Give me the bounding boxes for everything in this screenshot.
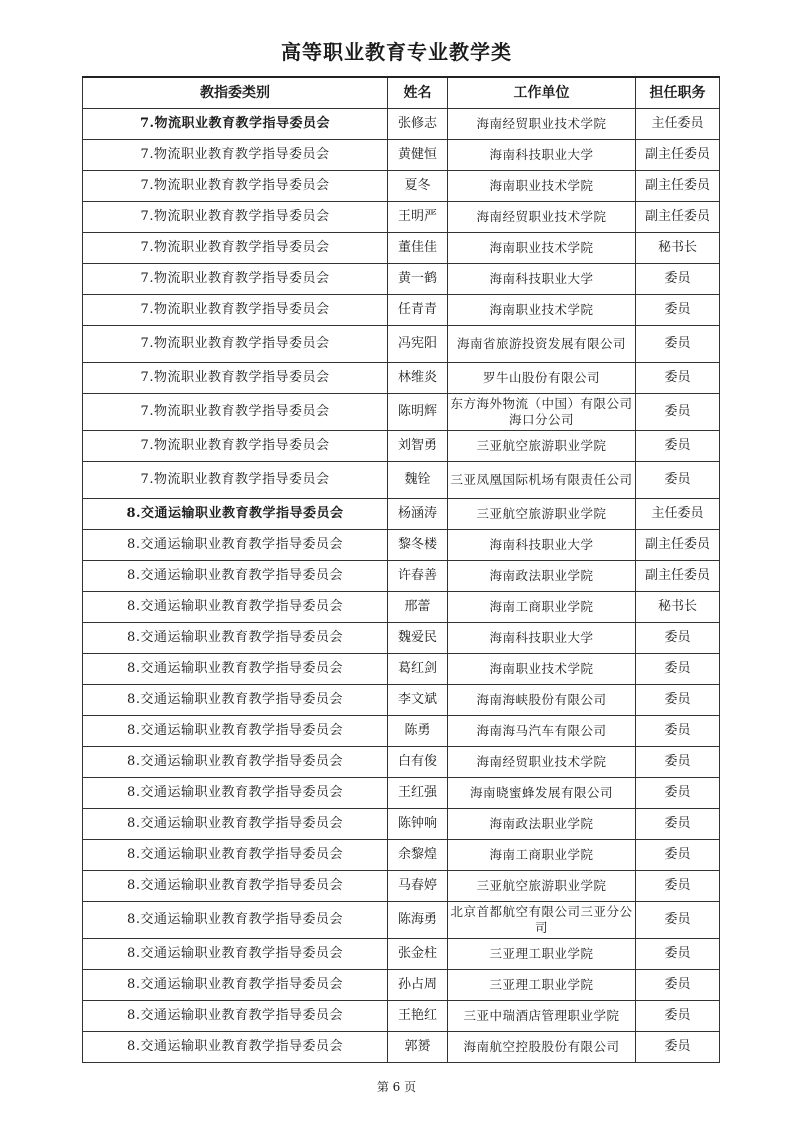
cell-name: 任青青 [388, 295, 448, 326]
table-row [83, 716, 720, 747]
cell-category: 7.物流职业教育教学指导委员会 [83, 233, 388, 264]
cell-category: 8.交通运输职业教育教学指导委员会 [83, 654, 388, 685]
cell-role: 委员 [636, 970, 720, 1001]
cell-unit: 海南工商职业学院 [448, 592, 636, 623]
cell-role: 委员 [636, 1032, 720, 1063]
cell-category: 8.交通运输职业教育教学指导委员会 [83, 809, 388, 840]
cell-role: 委员 [636, 326, 720, 363]
cell-unit: 海南科技职业大学 [448, 140, 636, 171]
table-row [83, 685, 720, 716]
page-number: 第 6 页 [376, 1080, 417, 1094]
table-row [83, 778, 720, 809]
cell-name: 余黎煌 [388, 840, 448, 871]
cell-category: 8.交通运输职业教育教学指导委员会 [83, 840, 388, 871]
cell-unit: 海南经贸职业技术学院 [448, 202, 636, 233]
table-row [83, 462, 720, 499]
cell-unit: 三亚中瑞酒店管理职业学院 [448, 1001, 636, 1032]
cell-unit: 三亚理工职业学院 [448, 970, 636, 1001]
table-body [83, 109, 720, 1063]
cell-unit: 海南政法职业学院 [448, 809, 636, 840]
cell-name: 王明严 [388, 202, 448, 233]
cell-role: 委员 [636, 1001, 720, 1032]
cell-role: 委员 [636, 939, 720, 970]
cell-role: 委员 [636, 264, 720, 295]
header-unit: 工作单位 [448, 77, 636, 109]
cell-unit: 三亚航空旅游职业学院 [448, 431, 636, 462]
cell-category: 7.物流职业教育教学指导委员会 [83, 140, 388, 171]
cell-category: 8.交通运输职业教育教学指导委员会 [83, 970, 388, 1001]
cell-unit: 海南科技职业大学 [448, 264, 636, 295]
cell-category: 8.交通运输职业教育教学指导委员会 [83, 871, 388, 902]
table-row [83, 363, 720, 394]
cell-role: 委员 [636, 654, 720, 685]
cell-category: 7.物流职业教育教学指导委员会 [83, 264, 388, 295]
table-row [83, 326, 720, 363]
cell-category: 7.物流职业教育教学指导委员会 [83, 326, 388, 363]
table-row [83, 654, 720, 685]
cell-role: 委员 [636, 902, 720, 939]
table-row [83, 747, 720, 778]
cell-name: 李文斌 [388, 685, 448, 716]
cell-unit: 海南经贸职业技术学院 [448, 109, 636, 140]
cell-name: 郭赟 [388, 1032, 448, 1063]
cell-category: 7.物流职业教育教学指导委员会 [83, 171, 388, 202]
cell-category: 8.交通运输职业教育教学指导委员会 [83, 902, 388, 939]
cell-unit: 海南海峡股份有限公司 [448, 685, 636, 716]
table-row [83, 561, 720, 592]
table-row [83, 295, 720, 326]
cell-role: 副主任委员 [636, 530, 720, 561]
page-title: 高等职业教育专业教学类 [281, 40, 512, 64]
cell-name: 林维炎 [388, 363, 448, 394]
cell-role: 秘书长 [636, 592, 720, 623]
cell-name: 白有俊 [388, 747, 448, 778]
cell-role: 委员 [636, 623, 720, 654]
cell-name: 张修志 [388, 109, 448, 140]
table-row [83, 809, 720, 840]
header-name: 姓名 [388, 77, 448, 109]
cell-role: 委员 [636, 431, 720, 462]
cell-unit: 海南海马汽车有限公司 [448, 716, 636, 747]
cell-category: 8.交通运输职业教育教学指导委员会 [83, 685, 388, 716]
cell-category: 7.物流职业教育教学指导委员会 [83, 394, 388, 431]
cell-name: 马春婷 [388, 871, 448, 902]
cell-role: 副主任委员 [636, 171, 720, 202]
cell-unit: 海南晓蜜蜂发展有限公司 [448, 778, 636, 809]
header-category: 教指委类别 [83, 77, 388, 109]
cell-name: 魏爱民 [388, 623, 448, 654]
table-row [83, 499, 720, 530]
table-row [83, 939, 720, 970]
cell-role: 委员 [636, 747, 720, 778]
table-row [83, 202, 720, 233]
table-row [83, 840, 720, 871]
cell-category: 8.交通运输职业教育教学指导委员会 [83, 561, 388, 592]
cell-name: 冯宪阳 [388, 326, 448, 363]
cell-unit: 海南科技职业大学 [448, 530, 636, 561]
table-row [83, 233, 720, 264]
cell-name: 陈海勇 [388, 902, 448, 939]
table-row [83, 394, 720, 431]
cell-category: 7.物流职业教育教学指导委员会 [83, 109, 388, 140]
table-row [83, 530, 720, 561]
table-row [83, 592, 720, 623]
cell-name: 刘智勇 [388, 431, 448, 462]
cell-category: 7.物流职业教育教学指导委员会 [83, 295, 388, 326]
cell-name: 夏冬 [388, 171, 448, 202]
table-row [83, 623, 720, 654]
cell-category: 8.交通运输职业教育教学指导委员会 [83, 716, 388, 747]
cell-unit: 海南职业技术学院 [448, 654, 636, 685]
table-row [83, 264, 720, 295]
cell-role: 委员 [636, 840, 720, 871]
cell-category: 8.交通运输职业教育教学指导委员会 [83, 530, 388, 561]
table-row [83, 171, 720, 202]
committee-member-table [82, 76, 720, 1063]
header-role: 担任职务 [636, 77, 720, 109]
cell-unit: 三亚航空旅游职业学院 [448, 871, 636, 902]
cell-unit: 东方海外物流（中国）有限公司海口分公司 [448, 394, 636, 431]
cell-unit: 海南职业技术学院 [448, 171, 636, 202]
cell-role: 委员 [636, 394, 720, 431]
cell-role: 副主任委员 [636, 140, 720, 171]
cell-category: 7.物流职业教育教学指导委员会 [83, 431, 388, 462]
cell-unit: 海南省旅游投资发展有限公司 [448, 326, 636, 363]
table-row [83, 902, 720, 939]
cell-name: 王艳红 [388, 1001, 448, 1032]
cell-role: 委员 [636, 871, 720, 902]
cell-name: 葛红剑 [388, 654, 448, 685]
cell-name: 陈明辉 [388, 394, 448, 431]
cell-role: 委员 [636, 295, 720, 326]
cell-unit: 三亚理工职业学院 [448, 939, 636, 970]
cell-category: 7.物流职业教育教学指导委员会 [83, 202, 388, 233]
table-row [83, 140, 720, 171]
cell-unit: 三亚凤凰国际机场有限责任公司 [448, 462, 636, 499]
cell-category: 8.交通运输职业教育教学指导委员会 [83, 592, 388, 623]
cell-role: 委员 [636, 778, 720, 809]
table-row [83, 431, 720, 462]
table-row [83, 1001, 720, 1032]
cell-name: 邢蕾 [388, 592, 448, 623]
cell-unit: 北京首都航空有限公司三亚分公司 [448, 902, 636, 939]
cell-name: 王红强 [388, 778, 448, 809]
cell-role: 委员 [636, 809, 720, 840]
cell-role: 主任委员 [636, 499, 720, 530]
cell-role: 委员 [636, 685, 720, 716]
cell-name: 陈钟响 [388, 809, 448, 840]
cell-unit: 海南工商职业学院 [448, 840, 636, 871]
cell-category: 8.交通运输职业教育教学指导委员会 [83, 499, 388, 530]
cell-name: 魏铨 [388, 462, 448, 499]
cell-unit: 海南经贸职业技术学院 [448, 747, 636, 778]
cell-unit: 海南航空控股股份有限公司 [448, 1032, 636, 1063]
cell-role: 委员 [636, 363, 720, 394]
cell-name: 杨涵涛 [388, 499, 448, 530]
cell-name: 孙占周 [388, 970, 448, 1001]
table-row [83, 871, 720, 902]
cell-category: 8.交通运输职业教育教学指导委员会 [83, 1001, 388, 1032]
cell-category: 8.交通运输职业教育教学指导委员会 [83, 939, 388, 970]
cell-name: 董佳佳 [388, 233, 448, 264]
cell-role: 委员 [636, 716, 720, 747]
cell-name: 陈勇 [388, 716, 448, 747]
cell-role: 副主任委员 [636, 561, 720, 592]
cell-role: 委员 [636, 462, 720, 499]
table-row [83, 1032, 720, 1063]
cell-role: 秘书长 [636, 233, 720, 264]
cell-unit: 海南职业技术学院 [448, 295, 636, 326]
cell-unit: 罗牛山股份有限公司 [448, 363, 636, 394]
cell-role: 副主任委员 [636, 202, 720, 233]
cell-category: 8.交通运输职业教育教学指导委员会 [83, 623, 388, 654]
cell-role: 主任委员 [636, 109, 720, 140]
cell-category: 8.交通运输职业教育教学指导委员会 [83, 1032, 388, 1063]
cell-category: 8.交通运输职业教育教学指导委员会 [83, 747, 388, 778]
cell-unit: 海南科技职业大学 [448, 623, 636, 654]
table-row [83, 109, 720, 140]
cell-unit: 三亚航空旅游职业学院 [448, 499, 636, 530]
cell-name: 黄健恒 [388, 140, 448, 171]
cell-category: 8.交通运输职业教育教学指导委员会 [83, 778, 388, 809]
cell-name: 黎冬楼 [388, 530, 448, 561]
cell-name: 黄一鹤 [388, 264, 448, 295]
cell-category: 7.物流职业教育教学指导委员会 [83, 462, 388, 499]
cell-name: 张金柱 [388, 939, 448, 970]
cell-name: 许春善 [388, 561, 448, 592]
cell-unit: 海南政法职业学院 [448, 561, 636, 592]
cell-category: 7.物流职业教育教学指导委员会 [83, 363, 388, 394]
table-row [83, 970, 720, 1001]
table-header [83, 77, 720, 109]
cell-unit: 海南职业技术学院 [448, 233, 636, 264]
